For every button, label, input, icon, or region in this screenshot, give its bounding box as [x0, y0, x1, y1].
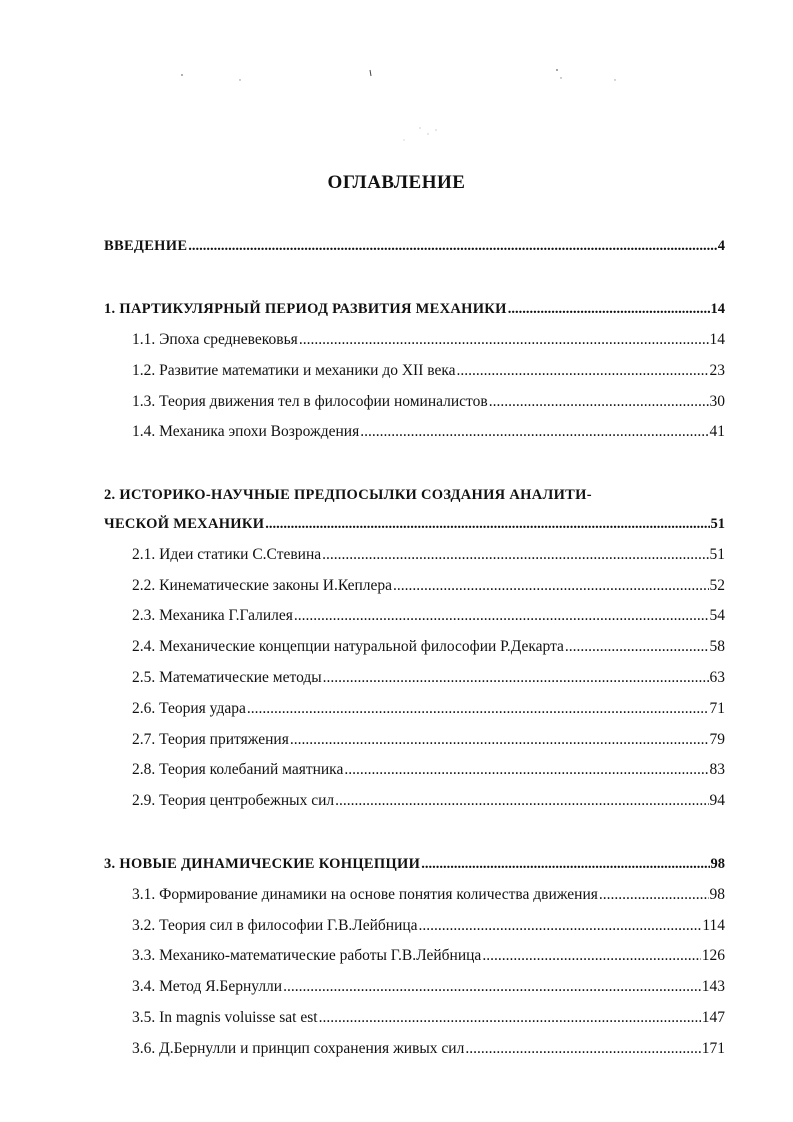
toc-entry-label: 2.2. Кинематические законы И.Кеплера [132, 577, 393, 594]
toc-entry-label: 2.5. Математические методы [132, 669, 322, 686]
toc-page-number: 14 [709, 331, 725, 348]
toc-page-number: 4 [717, 238, 725, 254]
leader-dots [565, 638, 709, 656]
leader-dots [283, 978, 701, 996]
leader-dots [290, 731, 709, 749]
toc-page-number: 52 [709, 577, 725, 594]
leader-dots [360, 423, 708, 441]
page-title: ОГЛАВЛЕНИЕ [327, 172, 466, 193]
toc-entry-label: 1.3. Теория движения тел в философии номиналистов [132, 393, 488, 410]
toc-page-number: 41 [709, 423, 725, 440]
toc-page-number: 71 [709, 700, 725, 717]
toc-section-2-6[interactable] [132, 700, 725, 724]
toc-entry-label: 2.8. Теория колебаний маятника [132, 761, 344, 778]
leader-dots [322, 546, 708, 564]
toc-entry-label: 3.4. Метод Я.Бернулли [132, 978, 283, 995]
toc-entry-label: 3.1. Формирование динамики на основе понятия количества движения [132, 886, 598, 903]
toc-page-number: 51 [710, 516, 725, 532]
toc-page-number: 94 [709, 792, 725, 809]
toc-section-2-7[interactable] [132, 731, 725, 755]
toc-entry-label: 3.5. In magnis voluisse sat est [132, 1009, 318, 1026]
leader-dots [299, 331, 709, 349]
toc-entry-label: 2.1. Идеи статики С.Стевина [132, 546, 322, 563]
leader-dots [465, 1040, 700, 1058]
toc-entry-label: ЧЕСКОЙ МЕХАНИКИ [104, 516, 265, 532]
toc-section-1-3[interactable] [132, 393, 725, 417]
leader-dots [393, 577, 708, 595]
toc-section-2-5[interactable] [132, 669, 725, 693]
toc-entry-label: 2.6. Теория удара [132, 700, 246, 717]
leader-dots [294, 607, 709, 625]
toc-chapter-1[interactable] [104, 301, 725, 325]
toc-page-number: 79 [709, 731, 725, 748]
leader-dots [344, 761, 708, 779]
toc-section-3-4[interactable] [132, 978, 725, 1002]
toc-chapter-3[interactable] [104, 856, 725, 880]
leader-dots [188, 238, 716, 255]
toc-section-2-9[interactable] [132, 792, 725, 816]
leader-dots [247, 700, 709, 718]
toc-entry-label: 1.2. Развитие математики и механики до XII века [132, 362, 456, 379]
leader-dots [419, 917, 702, 935]
toc-section-2-4[interactable] [132, 638, 725, 662]
toc-section-3-2[interactable] [132, 917, 725, 941]
toc-section-2-8[interactable] [132, 761, 725, 785]
toc-page-number: 171 [701, 1040, 725, 1057]
toc-section-1-2[interactable] [132, 362, 725, 386]
toc-page-number: 126 [701, 947, 725, 964]
toc-entry-label: ВВЕДЕНИЕ [104, 238, 188, 254]
leader-dots [508, 301, 710, 318]
toc-page-number: 143 [701, 978, 725, 995]
toc-entry-label: 2.9. Теория центробежных сил [132, 792, 335, 809]
toc-entry-label: 2.3. Механика Г.Галилея [132, 607, 293, 624]
toc-page-number: 30 [709, 393, 725, 410]
toc-chapter-2-line1[interactable]: 2. ИСТОРИКО-НАУЧНЫЕ ПРЕДПОСЫЛКИ СОЗДАНИЯ АНАЛИТИ- [104, 487, 592, 503]
toc-entry-label: 2.4. Механические концепции натуральной философии Р.Декарта [132, 638, 564, 655]
toc-section-2-1[interactable] [132, 546, 725, 570]
toc-entry-label: 3.3. Механико-математические работы Г.В.Лейбница [132, 947, 482, 964]
toc-page-number: 114 [702, 917, 725, 934]
leader-dots [421, 856, 709, 873]
toc-section-2-2[interactable] [132, 577, 725, 601]
toc-page-number: 54 [709, 607, 725, 624]
scan-noise [0, 0, 793, 160]
leader-dots [335, 792, 708, 810]
leader-dots [319, 1009, 701, 1027]
toc-entry-label: 3. НОВЫЕ ДИНАМИЧЕСКИЕ КОНЦЕПЦИИ [104, 856, 421, 872]
toc-section-2-3[interactable] [132, 607, 725, 631]
toc-section-1-4[interactable] [132, 423, 725, 447]
toc-section-3-5[interactable] [132, 1009, 725, 1033]
toc-entry-label: 3.2. Теория сил в философии Г.В.Лейбница [132, 917, 418, 934]
toc-entry-label: 3.6. Д.Бернулли и принцип сохранения живых сил [132, 1040, 465, 1057]
toc-entry-label: 1.1. Эпоха средневековья [132, 331, 298, 348]
toc-page-number: 98 [709, 886, 725, 903]
toc-page-number: 98 [710, 856, 725, 872]
leader-dots [482, 947, 700, 965]
toc-page-number: 23 [709, 362, 725, 379]
leader-dots [457, 362, 709, 380]
toc-chapter-2[interactable] [104, 516, 725, 540]
toc-page-number: 14 [710, 301, 725, 317]
toc-entry-label: 1.4. Механика эпохи Возрождения [132, 423, 360, 440]
toc-section-3-6[interactable] [132, 1040, 725, 1064]
toc-page-number: 63 [709, 669, 725, 686]
toc-page-number: 147 [701, 1009, 725, 1026]
toc-entry-label: 1. ПАРТИКУЛЯРНЫЙ ПЕРИОД РАЗВИТИЯ МЕХАНИКИ [104, 301, 507, 317]
leader-dots [265, 516, 709, 533]
toc-page-number: 51 [709, 546, 725, 563]
toc-section-3-3[interactable] [132, 947, 725, 971]
toc-entry-label: 2.7. Теория притяжения [132, 731, 289, 748]
toc-section-1-1[interactable] [132, 331, 725, 355]
toc-section-3-1[interactable] [132, 886, 725, 910]
toc-page-number: 58 [709, 638, 725, 655]
leader-dots [489, 393, 709, 411]
toc-intro[interactable] [104, 238, 725, 262]
leader-dots [323, 669, 709, 687]
leader-dots [599, 886, 709, 904]
toc-page-number: 83 [709, 761, 725, 778]
